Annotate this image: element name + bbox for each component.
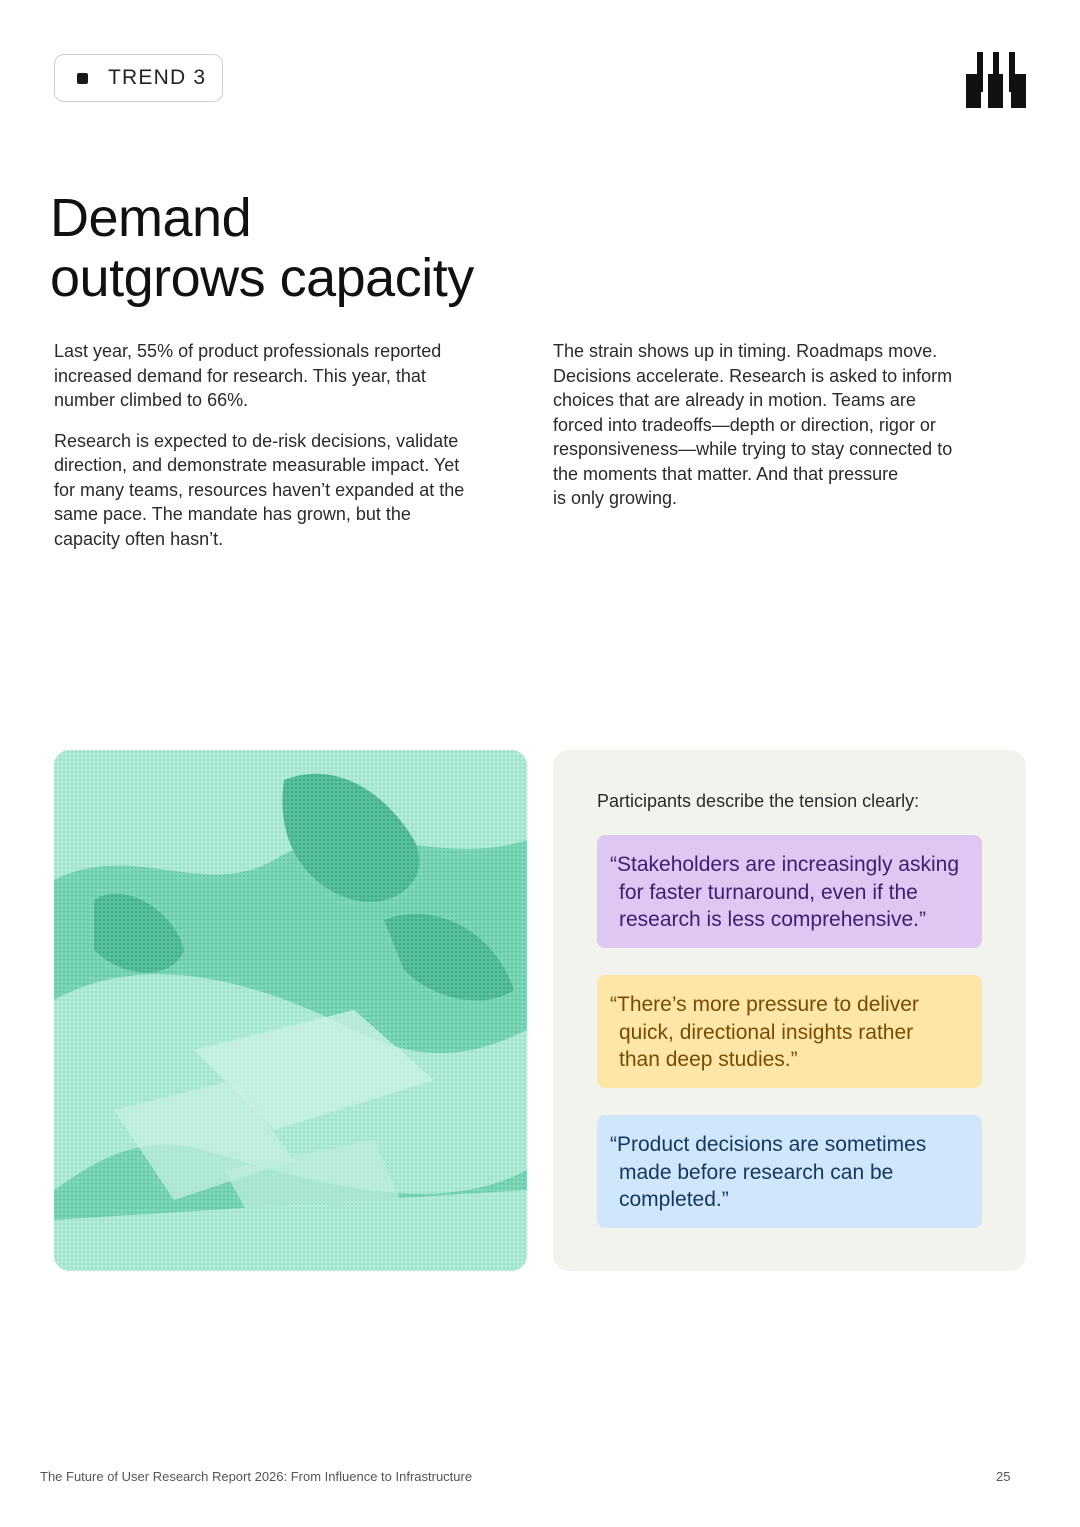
quote-line: than deep studies.” (619, 1048, 798, 1071)
quote-line: made before research can be (619, 1160, 894, 1184)
square-bullet-icon (77, 73, 88, 84)
text-line: for many teams, resources haven’t expanded at the (54, 479, 465, 500)
text-line: The strain shows up in timing. Roadmaps move. (553, 341, 938, 361)
text-line: Research is expected to de-risk decisions, validate (54, 430, 459, 451)
text-line: Decisions accelerate. Research is asked to inform (553, 365, 953, 386)
quote-line: completed.” (619, 1188, 729, 1211)
quote-line: research is less comprehensive.” (619, 908, 926, 931)
text-line: number climbed to 66%. (54, 390, 249, 410)
title-line-1: Demand (50, 188, 252, 248)
quote-card-2 (597, 975, 982, 1088)
quote-line: quick, directional insights rather (619, 1020, 914, 1044)
footer-report-title: The Future of User Research Report 2026: From Influence to Infrastructure (40, 1469, 473, 1484)
text-line: forced into tradeoffs—depth or direction, rigor or (553, 414, 936, 435)
trend-tag (54, 54, 223, 102)
quote-line: “Product decisions are sometimes (610, 1133, 927, 1156)
text-line: same pace. The mandate has grown, but the (54, 504, 411, 524)
trend-tag-label: TREND 3 (108, 66, 207, 89)
footer-page-number: 25 (996, 1469, 1011, 1484)
body-paragraph-1 (54, 339, 494, 413)
body-column-right (553, 339, 993, 511)
text-line: the moments that matter. And that pressure (553, 463, 899, 484)
quote-card-1 (597, 835, 982, 948)
quote-line: “Stakeholders are increasingly asking (610, 853, 960, 876)
body-paragraph-2 (54, 429, 494, 552)
quote-card-3 (597, 1115, 982, 1228)
text-line: responsiveness—while trying to stay connected to (553, 439, 953, 459)
halftone-photo-image (54, 750, 527, 1271)
text-line: choices that are already in motion. Teams are (553, 390, 916, 410)
body-column-left (54, 339, 494, 551)
text-line: is only growing. (553, 488, 678, 508)
text-line: capacity often hasn’t. (54, 528, 224, 549)
quote-line: for faster turnaround, even if the (619, 880, 918, 904)
piano-keys-logo-icon (966, 52, 1026, 108)
quotes-panel (553, 750, 1026, 1271)
quotes-intro: Participants describe the tension clearly: (597, 791, 920, 811)
quote-line: “There’s more pressure to deliver (610, 993, 919, 1016)
page-title (50, 188, 650, 308)
text-line: direction, and demonstrate measurable impact. Yet (54, 455, 460, 475)
text-line: Last year, 55% of product professionals reported (54, 341, 442, 361)
text-line: increased demand for research. This year, that (54, 365, 426, 386)
title-line-2: outgrows capacity (50, 248, 474, 308)
body-paragraph-3 (553, 339, 993, 511)
